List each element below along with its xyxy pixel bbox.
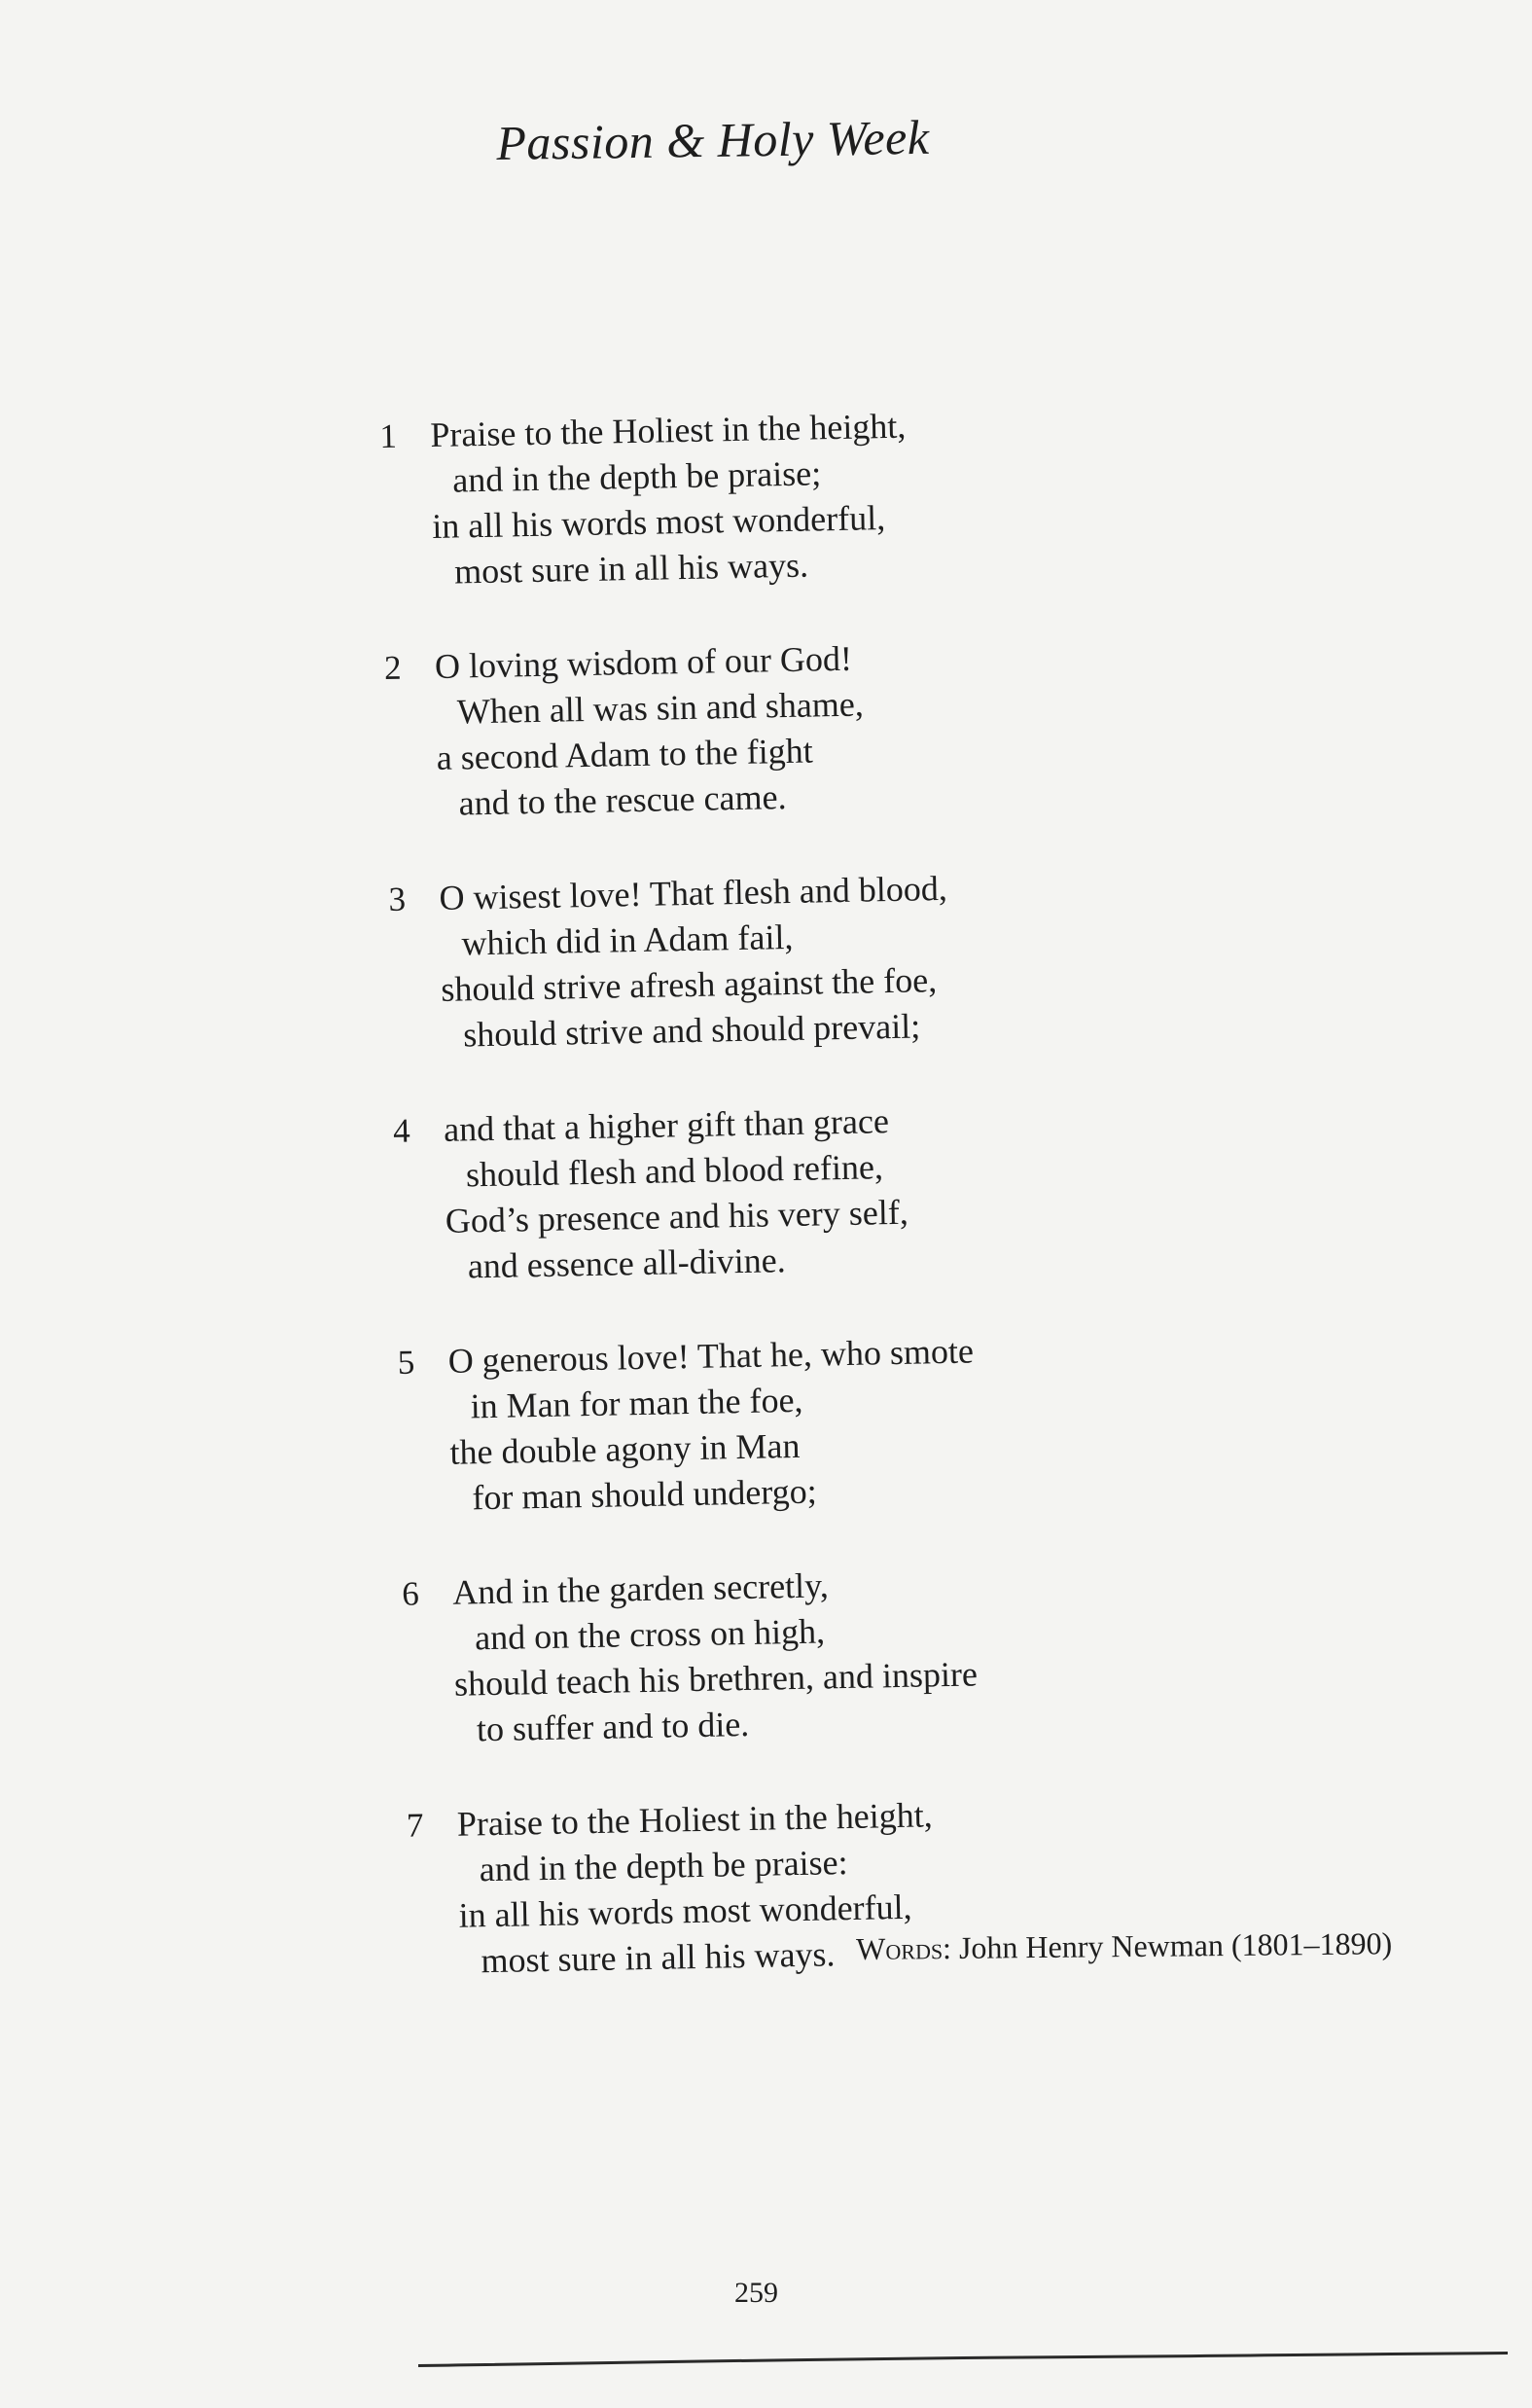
verse-line: Praise to the Holiest in the height, xyxy=(430,406,907,454)
verse-5 xyxy=(397,1326,1100,1523)
verse-line: for man should undergo; xyxy=(472,1471,818,1518)
verse-line: O loving wisdom of our God! xyxy=(434,638,853,686)
verse-line: should strive afresh against the foe, xyxy=(440,960,938,1009)
verse-line: to suffer and to die. xyxy=(476,1704,750,1749)
verse-lines xyxy=(447,1326,1100,1522)
verse-line: which did in Adam fail, xyxy=(461,916,794,963)
verse-line: should strive and should prevail; xyxy=(462,1006,921,1055)
verse-line: in all his words most wonderful, xyxy=(431,498,886,546)
verse-line: a second Adam to the fight xyxy=(436,731,814,777)
verse-lines xyxy=(430,400,1083,595)
verse-line: the double agony in Man xyxy=(449,1425,801,1472)
hymn-text xyxy=(379,400,1111,2034)
verse-1 xyxy=(379,400,1083,596)
verse-lines xyxy=(435,631,1087,827)
verse-line: and essence all-divine. xyxy=(467,1240,787,1286)
footer-rule-stroke xyxy=(418,2352,1508,2367)
verse-number: 4 xyxy=(392,1111,411,1150)
verse-6 xyxy=(402,1558,1105,1754)
words-credit xyxy=(856,1925,1392,1967)
verse-number: 2 xyxy=(383,648,402,687)
verse-line: O generous love! That he, who smote xyxy=(447,1331,975,1381)
verse-2 xyxy=(384,631,1087,828)
verse-number: 7 xyxy=(406,1806,424,1845)
verse-line: And in the garden secretly, xyxy=(451,1565,830,1612)
verse-line: and in the depth be praise: xyxy=(479,1843,848,1889)
credit-label: Words: xyxy=(856,1929,952,1966)
verse-line: most sure in all his ways. xyxy=(481,1934,836,1981)
verse-line: and that a higher gift than grace xyxy=(443,1101,890,1149)
verse-3 xyxy=(388,863,1091,1060)
verse-line: in all his words most wonderful, xyxy=(458,1887,912,1935)
credit-author: John Henry Newman (1801–1890) xyxy=(958,1925,1393,1965)
verse-line: most sure in all his ways. xyxy=(453,545,809,592)
verse-line: in Man for man the foe, xyxy=(470,1380,803,1426)
footer-rule xyxy=(418,2347,1508,2376)
verse-number: 3 xyxy=(388,880,407,918)
verse-line: should teach his brethren, and inspire xyxy=(453,1654,979,1704)
page-number: 259 xyxy=(734,2277,778,2309)
verse-line: When all was sin and shame, xyxy=(456,684,865,732)
verse-line: should flesh and blood refine, xyxy=(465,1147,884,1195)
verse-line: and in the depth be praise; xyxy=(451,453,822,500)
verse-number: 1 xyxy=(379,416,398,455)
verse-lines xyxy=(439,863,1091,1059)
verse-line: God’s presence and his very self, xyxy=(445,1192,909,1240)
verse-line: and on the cross on high, xyxy=(474,1611,826,1658)
verse-lines xyxy=(452,1558,1105,1753)
verse-number: 5 xyxy=(397,1343,415,1382)
verse-line: and to the rescue came. xyxy=(458,777,787,823)
verse-4 xyxy=(393,1095,1096,1291)
verse-lines xyxy=(444,1095,1096,1290)
verse-line: Praise to the Holiest in the height, xyxy=(456,1795,934,1844)
section-title: Passion & Holy Week xyxy=(496,109,930,170)
verse-line: O wisest love! That flesh and blood, xyxy=(439,868,948,917)
verse-number: 6 xyxy=(401,1574,420,1613)
